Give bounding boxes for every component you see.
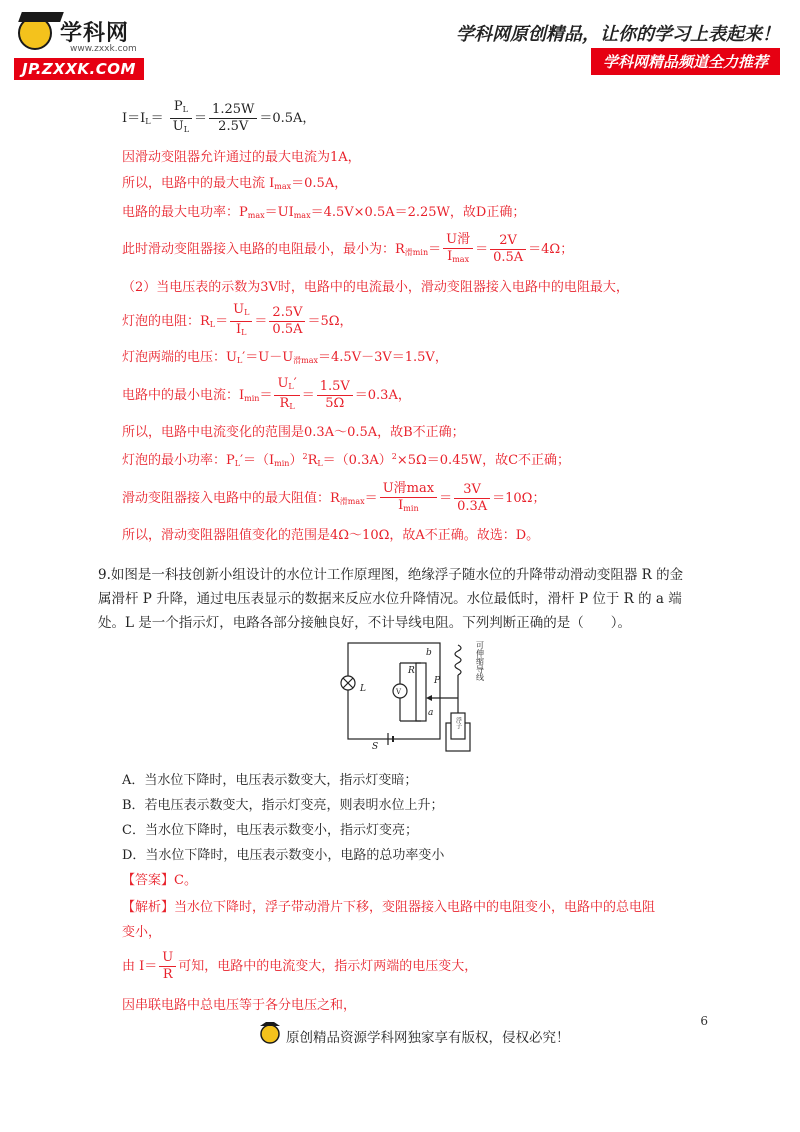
answer-label: 【答案】 — [122, 873, 175, 888]
header-tag: 学科网精品频道全力推荐 — [591, 48, 780, 75]
label-wire: 可伸缩导线 — [475, 641, 485, 681]
solution-line-12: 滑动变阻器接入电路中的最大阻值：$R_{滑max}=$ $\frac{\text{U滑max}}{I_{min}}$ ＝ $\frac{3V}{0.3A}$ ＝10Ω； — [122, 480, 546, 514]
label-V: V — [396, 688, 402, 696]
site-logo — [14, 14, 164, 78]
solution-block — [122, 98, 692, 546]
label-R: R — [408, 666, 415, 676]
solution-line-2: 因滑动变阻器允许通过的最大电流为1A， — [122, 150, 361, 165]
question-9-text: 9.如图是一科技创新小组设计的水位计工作原理图，绝缘浮子随水位的升降带动滑动变阻器 R 的金属滑杆 P 升降，通过电压表显示的数据来反应水位升降情况。水位最低时，滑杆 P 位于 R 的 a 端处。L 是一个指示灯，电路各部分接触良好，不计导线电阻。下列判断正确的是（ ）。 — [98, 567, 684, 631]
analysis-label: 【解析】 — [122, 900, 175, 915]
logo-sub: www.zxxk.com — [70, 44, 137, 54]
solution-line-11: 灯泡的最小功率：$P_L'=(I_{min})^2R_L=(0.3A)^2\times 5\Omega=0.45W$，故C不正确； — [122, 452, 571, 468]
logo-url[interactable]: JP.ZXXK.COM — [14, 58, 144, 80]
option-a[interactable]: A．当水位下降时，电压表示数变大，指示灯变暗； — [122, 773, 418, 788]
circuit-diagram — [338, 633, 498, 759]
label-S: S — [372, 742, 379, 752]
mascot-icon — [18, 16, 52, 50]
answer-line — [122, 868, 702, 893]
mascot-icon-footer — [258, 1018, 282, 1046]
label-b: b — [426, 648, 432, 658]
logo-name: 学科网 — [60, 21, 130, 46]
solution-line-9: 电路中的最小电流：$I_{min}=$ $\frac{U_L'}{R_L}$ ＝ $\frac{1.5V}{5\Omega}$ ＝0.3A， — [122, 376, 411, 411]
option-c[interactable]: C．当水位下降时，电压表示数变小，指示灯变亮； — [122, 823, 418, 838]
solution-line-5: 此时滑动变阻器接入电路的电阻最小，最小为：$R_{滑min}=$ $\frac{\text{U滑}}{I_{max}}$ ＝ $\frac{2V}{0.5A}$ ＝4Ω； — [122, 231, 574, 265]
solution-line-13: 所以，滑动变阻器阻值变化的范围是4Ω～10Ω，故A不正确。故选：D。 — [122, 528, 540, 543]
page-number: 6 — [700, 1014, 708, 1028]
slider-arrow-icon — [426, 695, 432, 701]
spring-wire-icon — [455, 645, 461, 675]
solution-line-1: $I=I_L=$ $\frac{P_L}{U_L}$ ＝ $\frac{1.25W}{2.5V}$ ＝0.5A， — [122, 99, 316, 134]
label-P: P — [434, 676, 441, 686]
analysis-line-3: 因串联电路中总电压等于各分电压之和， — [122, 998, 357, 1013]
analysis-line-2: 由 I＝ $\frac{U}{R}$ 可知，电路中的电流变大，指示灯两端的电压变大， — [122, 950, 478, 982]
solution-line-10: 所以，电路中电流变化的范围是0.3A～0.5A，故B不正确； — [122, 425, 465, 440]
option-d[interactable]: D．当水位下降时，电压表示数变小，电路的总功率变小 — [122, 848, 445, 863]
analysis-line-1b: 变小， — [122, 925, 162, 940]
solution-line-7: 灯泡的电阻：$R_L=$ $\frac{U_L}{I_L}$ ＝ $\frac{2.5V}{0.5A}$ ＝5Ω， — [122, 302, 353, 337]
options-block — [122, 768, 702, 1018]
label-L: L — [360, 684, 366, 694]
footer-copyright: 原创精品资源学科网独家享有版权，侵权必究！ — [286, 1030, 570, 1046]
answer-value: C。 — [174, 873, 197, 888]
solution-line-6: （2）当电压表的示数为3V时，电路中的电流最小，滑动变阻器接入电路中的电阻最大， — [122, 280, 629, 295]
solution-line-8: 灯泡两端的电压：$U_L'=U-U_{滑max}=4.5V-3V=1.5V$， — [122, 350, 448, 365]
option-b[interactable]: B．若电压表示数变大，指示灯变亮，则表明水位上升； — [122, 798, 444, 813]
solution-line-3: 所以，电路中的最大电流 $I_{max}=0.5A$， — [122, 176, 348, 191]
label-a: a — [428, 708, 434, 718]
header-slogan: 学科网原创精品，让你的学习上表起来！ — [456, 24, 780, 45]
solution-line-4: 电路的最大电功率：$P_{max}=UI_{max}=4.5V\times 0.5A=2.25W$，故D正确； — [122, 205, 526, 220]
label-float: 浮子 — [454, 717, 462, 729]
analysis-line-1: 【解析】当水位下降时，浮子带动滑片下移，变阻器接入电路中的电阻变小，电路中的总电阻 — [122, 900, 656, 915]
rheostat-icon — [416, 663, 426, 721]
